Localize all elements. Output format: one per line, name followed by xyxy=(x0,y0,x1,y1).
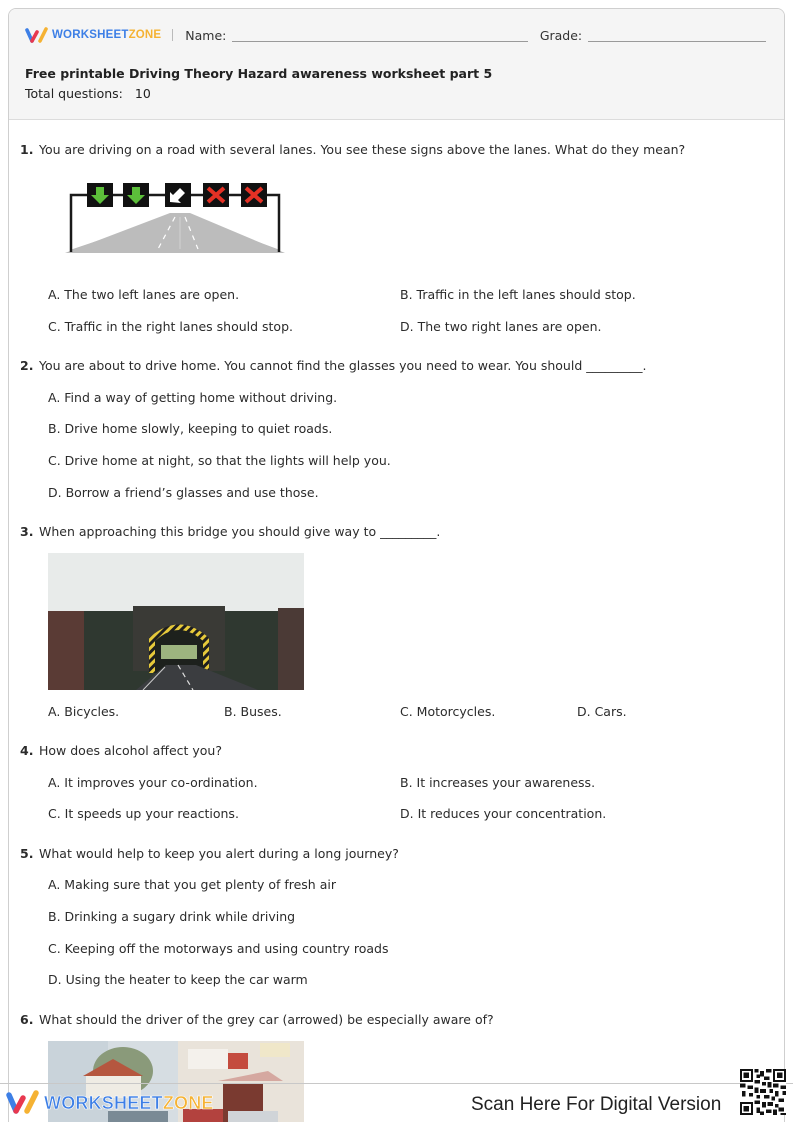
option-1c[interactable]: C. Traffic in the right lanes should stop. xyxy=(48,319,293,334)
question-text: What should the driver of the grey car (arrowed) be especially aware of? xyxy=(39,1012,494,1027)
option-2c[interactable]: C. Drive home at night, so that the lights will help you. xyxy=(48,453,391,468)
logo-wordmark xyxy=(52,29,161,41)
question-1 xyxy=(20,142,685,157)
question-text: How does alcohol affect you? xyxy=(39,743,222,758)
scan-digital-version-text: Scan Here For Digital Version xyxy=(471,1094,722,1115)
option-3c[interactable]: C. Motorcycles. xyxy=(400,704,496,719)
option-2b[interactable]: B. Drive home slowly, keeping to quiet roads. xyxy=(48,421,333,436)
question-number: 6. xyxy=(20,1012,34,1027)
footer-divider xyxy=(0,1083,793,1084)
option-5a[interactable]: A. Making sure that you get plenty of fresh air xyxy=(48,877,336,892)
option-5c[interactable]: C. Keeping off the motorways and using country roads xyxy=(48,941,389,956)
question-number: 1. xyxy=(20,142,34,157)
question-text: You are driving on a road with several lanes. You see these signs above the lanes. What do they mean? xyxy=(39,142,686,157)
worksheetzone-logo-icon xyxy=(6,1090,40,1116)
option-1a[interactable]: A. The two left lanes are open. xyxy=(48,287,240,302)
option-3a[interactable]: A. Bicycles. xyxy=(48,704,120,719)
option-1d[interactable]: D. The two right lanes are open. xyxy=(400,319,602,334)
name-field[interactable] xyxy=(232,28,527,42)
option-2a[interactable]: A. Find a way of getting home without driving. xyxy=(48,390,338,405)
option-5d[interactable]: D. Using the heater to keep the car warm xyxy=(48,972,308,987)
question-number: 2. xyxy=(20,358,34,373)
question-6 xyxy=(20,1012,494,1027)
motorway-lane-signals-image xyxy=(60,175,290,260)
question-text: You are about to drive home. You cannot find the glasses you need to wear. You should _________. xyxy=(39,358,647,373)
qr-code-icon[interactable] xyxy=(740,1069,786,1115)
divider xyxy=(172,29,173,41)
question-4 xyxy=(20,743,222,758)
total-questions-label: Total questions: xyxy=(25,86,123,101)
footer-logo-wordmark xyxy=(44,1093,214,1114)
option-4c[interactable]: C. It speeds up your reactions. xyxy=(48,806,239,821)
option-4a[interactable]: A. It improves your co-ordination. xyxy=(48,775,258,790)
name-label: Name: xyxy=(185,27,227,43)
option-5b[interactable]: B. Drinking a sugary drink while driving xyxy=(48,909,296,924)
total-questions xyxy=(25,86,151,101)
question-number: 4. xyxy=(20,743,34,758)
option-3d[interactable]: D. Cars. xyxy=(577,704,627,719)
worksheet-header xyxy=(9,9,784,120)
hazard-striped-bridge-image xyxy=(48,553,304,690)
question-number: 3. xyxy=(20,524,34,539)
question-text: When approaching this bridge you should give way to _________. xyxy=(39,524,441,539)
logo-word-zone: ZONE xyxy=(162,1092,214,1113)
question-text: What would help to keep you alert during a long journey? xyxy=(39,846,399,861)
logo-word-worksheet: WORKSHEET xyxy=(52,29,129,41)
option-1b[interactable]: B. Traffic in the left lanes should stop. xyxy=(400,287,636,302)
worksheetzone-logo-icon xyxy=(25,27,49,44)
brand-row xyxy=(25,25,766,45)
worksheet-title: Free printable Driving Theory Hazard awareness worksheet part 5 xyxy=(25,66,493,81)
grade-label: Grade: xyxy=(539,27,583,43)
option-2d[interactable]: D. Borrow a friend’s glasses and use those. xyxy=(48,485,319,500)
option-3b[interactable]: B. Buses. xyxy=(224,704,282,719)
question-number: 5. xyxy=(20,846,34,861)
worksheetzone-logo[interactable] xyxy=(25,27,161,44)
grade-field[interactable] xyxy=(588,28,766,42)
option-4b[interactable]: B. It increases your awareness. xyxy=(400,775,596,790)
total-questions-value: 10 xyxy=(134,86,151,101)
question-2 xyxy=(20,358,646,373)
logo-word-worksheet: WORKSHEET xyxy=(44,1092,163,1113)
option-4d[interactable]: D. It reduces your concentration. xyxy=(400,806,607,821)
question-5 xyxy=(20,846,399,861)
logo-word-zone: ZONE xyxy=(128,29,162,41)
question-3 xyxy=(20,524,440,539)
footer-worksheetzone-logo[interactable] xyxy=(6,1090,214,1116)
